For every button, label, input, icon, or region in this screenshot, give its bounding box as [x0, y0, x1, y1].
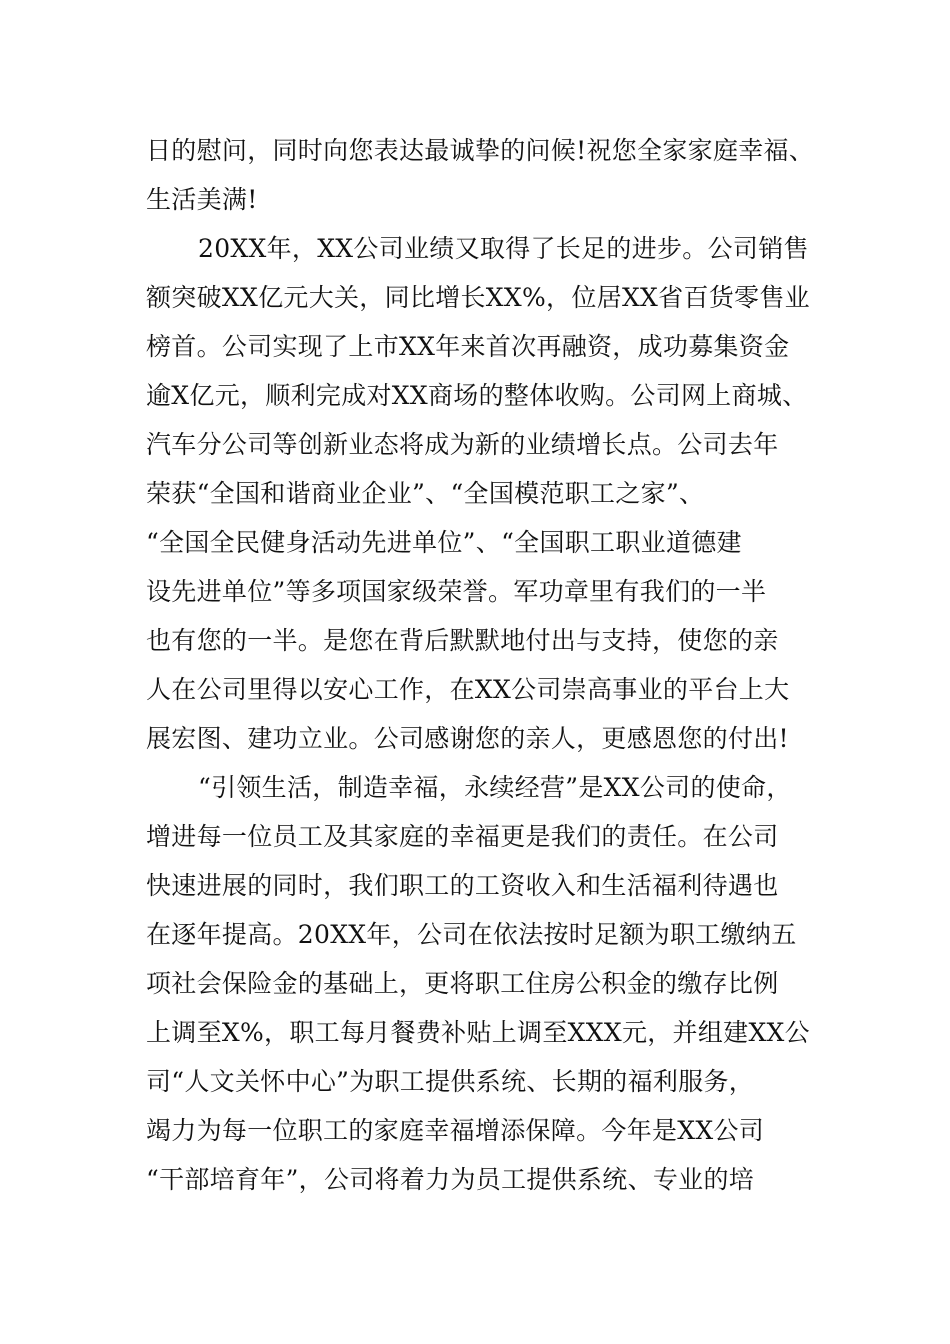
text-line: 汽车分公司等创新业态将成为新的业绩增长点。公司去年 [146, 430, 779, 459]
text-line: 20XX年，XX公司业绩又取得了长足的进步。公司销售 [198, 234, 809, 263]
text-line: “干部培育年”，公司将着力为员工提供系统、专业的培 [146, 1165, 755, 1194]
text-line: 项社会保险金的基础上，更将职工住房公积金的缴存比例 [146, 969, 779, 998]
paragraph-3 [146, 763, 810, 1204]
text-line: 逾X亿元，顺利完成对XX商场的整体收购。公司网上商城、 [146, 381, 808, 410]
text-line: 展宏图、建功立业。公司感谢您的亲人，更感恩您的付出! [146, 724, 789, 753]
text-line: 榜首。公司实现了上市XX年来首次再融资，成功募集资金 [146, 332, 790, 361]
text-line: 在逐年提高。20XX年，公司在依法按时足额为职工缴纳五 [146, 920, 797, 949]
text-line: 生活美满! [146, 185, 258, 214]
paragraph-2 [146, 224, 810, 763]
text-line: 设先进单位”等多项国家级荣誉。军功章里有我们的一半 [146, 577, 767, 606]
text-line: “引领生活，制造幸福，永续经营”是XX公司的使命， [198, 773, 792, 802]
text-line: 司“人文关怀中心”为职工提供系统、长期的福利服务， [146, 1067, 755, 1096]
text-line: 日的慰问，同时向您表达最诚挚的问候!祝您全家家庭幸福、 [146, 136, 815, 165]
text-line: “全国全民健身活动先进单位”、“全国职工职业道德建 [146, 528, 742, 557]
text-line: 荣获“全国和谐商业企业”、“全国模范职工之家”、 [146, 479, 705, 508]
text-line: 也有您的一半。是您在背后默默地付出与支持，使您的亲 [146, 626, 779, 655]
text-line: 人在公司里得以安心工作，在XX公司崇高事业的平台上大 [146, 675, 790, 704]
text-line: 增进每一位员工及其家庭的幸福更是我们的责任。在公司 [146, 822, 779, 851]
text-line: 快速进展的同时，我们职工的工资收入和生活福利待遇也 [146, 871, 779, 900]
text-line: 上调至X%，职工每月餐费补贴上调至XXX元，并组建XX公 [146, 1018, 810, 1047]
text-line: 竭力为每一位职工的家庭幸福增添保障。今年是XX公司 [146, 1116, 765, 1145]
text-line: 额突破XX亿元大关，同比增长XX%，位居XX省百货零售业 [146, 283, 810, 312]
paragraph-1 [146, 126, 815, 224]
document-body [146, 126, 815, 1204]
